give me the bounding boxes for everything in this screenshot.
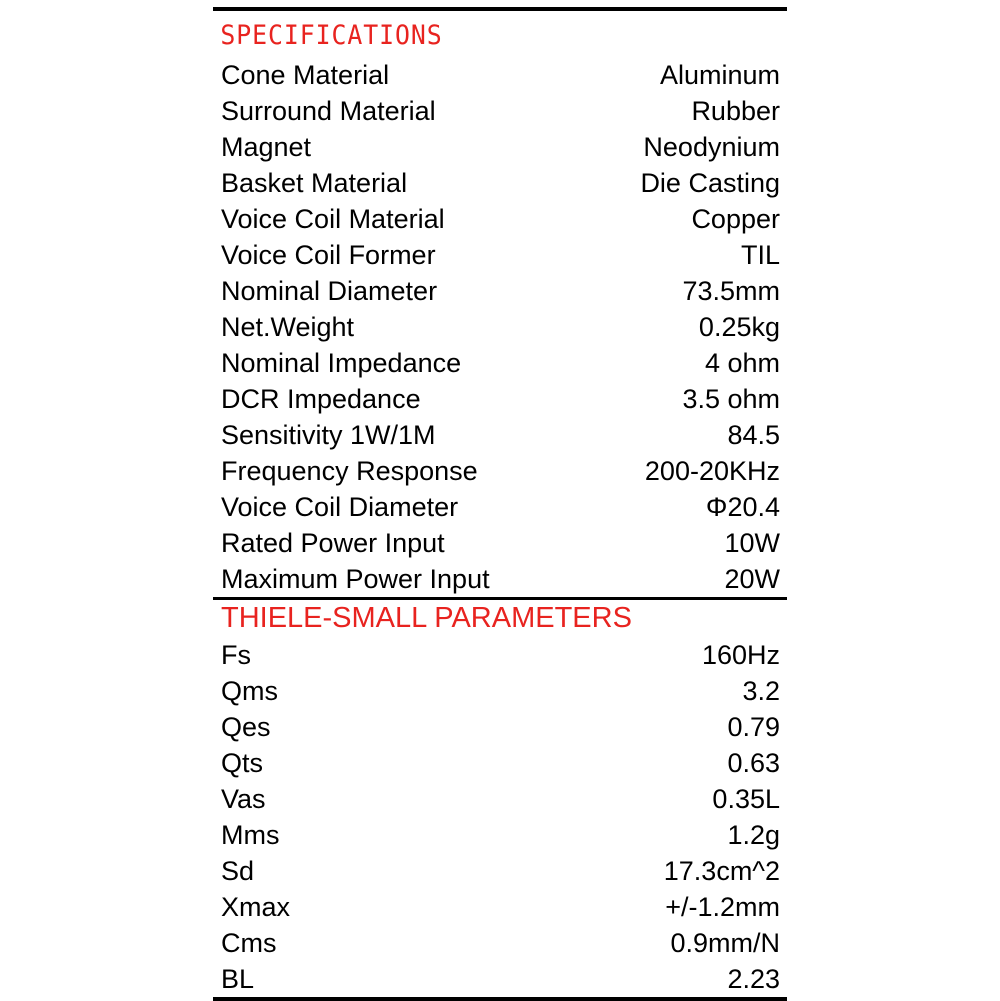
ts-label: Qts (221, 748, 264, 778)
spec-row-nominal-diameter (213, 273, 787, 309)
spec-row-surround-material (213, 93, 787, 129)
spec-label: Voice Coil Material (221, 204, 445, 234)
spec-label: Nominal Diameter (221, 276, 438, 306)
thiele-small-heading: THIELE-SMALL PARAMETERS (221, 602, 632, 634)
thiele-small-table (213, 637, 787, 997)
spec-label: Rated Power Input (221, 528, 445, 558)
spec-sheet (213, 7, 787, 1001)
ts-label: Mms (221, 820, 280, 850)
ts-label: Sd (221, 856, 255, 886)
ts-row-sd (213, 853, 787, 889)
ts-row-bl (213, 961, 787, 997)
spec-label: DCR Impedance (221, 384, 421, 414)
ts-value: 0.63 (727, 748, 780, 778)
ts-row-qes (213, 709, 787, 745)
ts-row-qts (213, 745, 787, 781)
spec-label: Net.Weight (221, 312, 355, 342)
ts-row-vas (213, 781, 787, 817)
spec-value: 10W (724, 528, 780, 558)
ts-label: Fs (221, 640, 251, 670)
ts-row-xmax (213, 889, 787, 925)
ts-value: 0.35L (712, 784, 780, 814)
spec-label: Nominal Impedance (221, 348, 462, 378)
ts-value: 1.2g (727, 820, 780, 850)
spec-row-voice-coil-diameter (213, 489, 787, 525)
spec-label: Frequency Response (221, 456, 478, 486)
spec-value: Aluminum (659, 60, 780, 90)
spec-value: TIL (740, 240, 780, 270)
spec-row-frequency-response (213, 453, 787, 489)
spec-value: Neodynium (643, 132, 780, 162)
ts-label: Qes (221, 712, 271, 742)
spec-value: 84.5 (727, 420, 780, 450)
ts-value: 17.3cm^2 (663, 856, 780, 886)
spec-label: Voice Coil Former (221, 240, 436, 270)
ts-label: Xmax (221, 892, 291, 922)
spec-row-cone-material (213, 57, 787, 93)
spec-label: Sensitivity 1W/1M (221, 420, 436, 450)
ts-value: 0.9mm/N (670, 928, 780, 958)
spec-row-voice-coil-material (213, 201, 787, 237)
spec-row-dcr-impedance (213, 381, 787, 417)
ts-row-qms (213, 673, 787, 709)
spec-value: 20W (724, 564, 780, 594)
specifications-heading: SPECIFICATIONS (220, 20, 443, 51)
spec-value: Copper (691, 204, 780, 234)
spec-row-magnet (213, 129, 787, 165)
spec-label: Cone Material (221, 60, 390, 90)
spec-value: 200-20KHz (644, 456, 780, 486)
spec-label: Voice Coil Diameter (221, 492, 459, 522)
spec-value: Rubber (691, 96, 780, 126)
spec-row-sensitivity (213, 417, 787, 453)
spec-value: Die Casting (640, 168, 780, 198)
ts-value: 160Hz (701, 640, 780, 670)
spec-value: 3.5 ohm (682, 384, 780, 414)
ts-label: Cms (221, 928, 277, 958)
spec-value: 73.5mm (682, 276, 780, 306)
spec-value: 0.25kg (698, 312, 780, 342)
ts-label: Qms (221, 676, 278, 706)
spec-label: Surround Material (221, 96, 436, 126)
ts-value: 0.79 (727, 712, 780, 742)
ts-label: Vas (221, 784, 266, 814)
spec-label: Magnet (221, 132, 312, 162)
spec-value: Φ20.4 (705, 492, 780, 522)
ts-value: 3.2 (742, 676, 780, 706)
ts-label: BL (221, 964, 255, 994)
spec-row-nominal-impedance (213, 345, 787, 381)
spec-label: Basket Material (221, 168, 408, 198)
ts-value: +/-1.2mm (665, 892, 780, 922)
ts-row-cms (213, 925, 787, 961)
spec-value: 4 ohm (704, 348, 780, 378)
ts-row-mms (213, 817, 787, 853)
spec-row-rated-power-input (213, 525, 787, 561)
spec-row-basket-material (213, 165, 787, 201)
spec-label: Maximum Power Input (221, 564, 490, 594)
bottom-rule (213, 997, 787, 1001)
ts-row-fs (213, 637, 787, 673)
spec-row-maximum-power-input (213, 561, 787, 597)
spec-row-voice-coil-former (213, 237, 787, 273)
ts-value: 2.23 (727, 964, 780, 994)
specifications-table (213, 57, 787, 597)
spec-row-net-weight (213, 309, 787, 345)
